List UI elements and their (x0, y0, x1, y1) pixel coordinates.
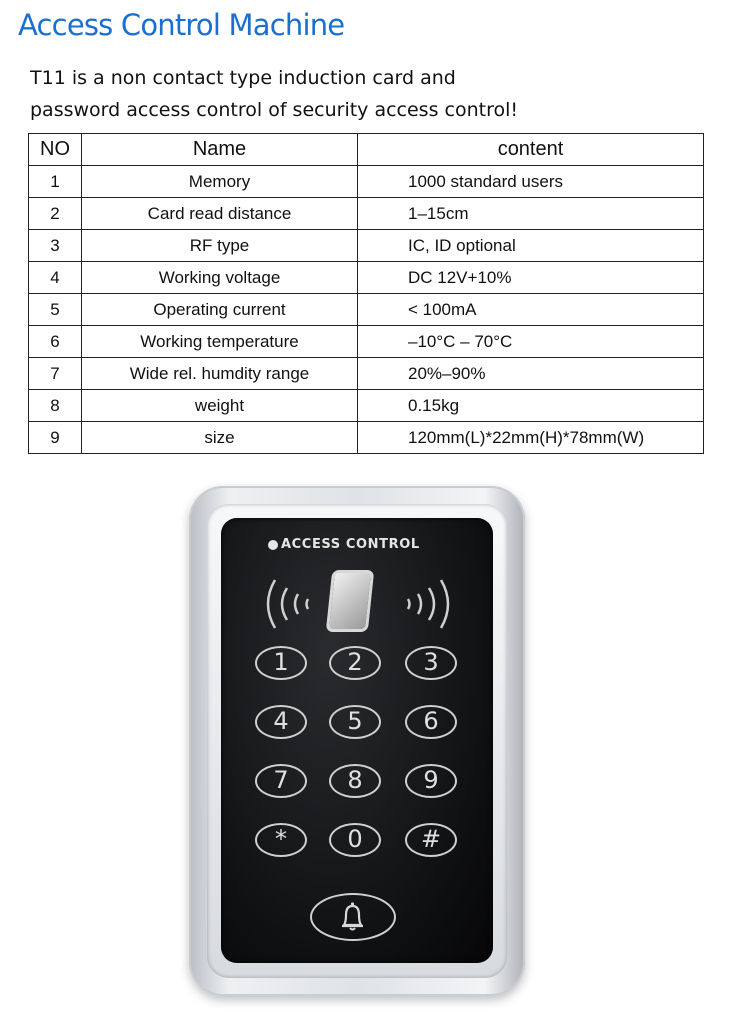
key-6-button[interactable]: 6 (405, 705, 457, 739)
rfid-card-icon (326, 570, 375, 632)
cell-name: RF type (82, 230, 358, 262)
cell-name: Working voltage (82, 262, 358, 294)
cell-no: 4 (29, 262, 82, 294)
cell-content: IC, ID optional (358, 230, 704, 262)
cell-no: 6 (29, 326, 82, 358)
signal-waves-left-icon (261, 574, 321, 634)
key-star-button[interactable]: * (255, 823, 307, 857)
cell-name: weight (82, 390, 358, 422)
bell-icon (312, 895, 393, 938)
cell-no: 9 (29, 422, 82, 454)
table-row (29, 166, 704, 198)
key-8-button[interactable]: 8 (329, 764, 381, 798)
key-4-button[interactable]: 4 (255, 705, 307, 739)
table-row (29, 422, 704, 454)
cell-no: 5 (29, 294, 82, 326)
table-body (29, 166, 704, 454)
table-header-row (29, 134, 704, 166)
key-2-button[interactable]: 2 (329, 646, 381, 680)
signal-waves-right-icon (395, 574, 455, 634)
cell-content: < 100mA (358, 294, 704, 326)
cell-name: Working temperature (82, 326, 358, 358)
cell-content: 0.15kg (358, 390, 704, 422)
doorbell-button[interactable] (310, 893, 396, 941)
column-header-name: Name (82, 134, 358, 166)
key-3-button[interactable]: 3 (405, 646, 457, 680)
cell-name: size (82, 422, 358, 454)
description-line-2: password access control of security access control! (30, 99, 518, 121)
cell-content: 20%–90% (358, 358, 704, 390)
cell-name: Memory (82, 166, 358, 198)
device-brand-label: ACCESS CONTROL (281, 537, 420, 552)
cell-no: 1 (29, 166, 82, 198)
cell-no: 2 (29, 198, 82, 230)
keypad-panel (221, 518, 493, 963)
indicator-led (268, 540, 278, 550)
key-hash-button[interactable]: # (405, 823, 457, 857)
table-row (29, 294, 704, 326)
product-description (30, 62, 720, 126)
table-row (29, 230, 704, 262)
key-1-button[interactable]: 1 (255, 646, 307, 680)
cell-no: 3 (29, 230, 82, 262)
key-5-button[interactable]: 5 (329, 705, 381, 739)
key-7-button[interactable]: 7 (255, 764, 307, 798)
table-row (29, 326, 704, 358)
cell-no: 8 (29, 390, 82, 422)
cell-content: –10°C – 70°C (358, 326, 704, 358)
cell-content: 120mm(L)*22mm(H)*78mm(W) (358, 422, 704, 454)
table-row (29, 262, 704, 294)
page-title: Access Control Machine (18, 8, 345, 42)
table-row (29, 390, 704, 422)
specification-table (28, 133, 704, 454)
cell-content: 1000 standard users (358, 166, 704, 198)
column-header-content: content (358, 134, 704, 166)
column-header-no: NO (29, 134, 82, 166)
key-9-button[interactable]: 9 (405, 764, 457, 798)
key-0-button[interactable]: 0 (329, 823, 381, 857)
cell-name: Operating current (82, 294, 358, 326)
cell-content: 1–15cm (358, 198, 704, 230)
access-control-device (189, 486, 525, 996)
table-row (29, 358, 704, 390)
cell-name: Wide rel. humdity range (82, 358, 358, 390)
cell-no: 7 (29, 358, 82, 390)
description-line-1: T11 is a non contact type induction card and (30, 67, 456, 89)
cell-name: Card read distance (82, 198, 358, 230)
table-row (29, 198, 704, 230)
cell-content: DC 12V+10% (358, 262, 704, 294)
